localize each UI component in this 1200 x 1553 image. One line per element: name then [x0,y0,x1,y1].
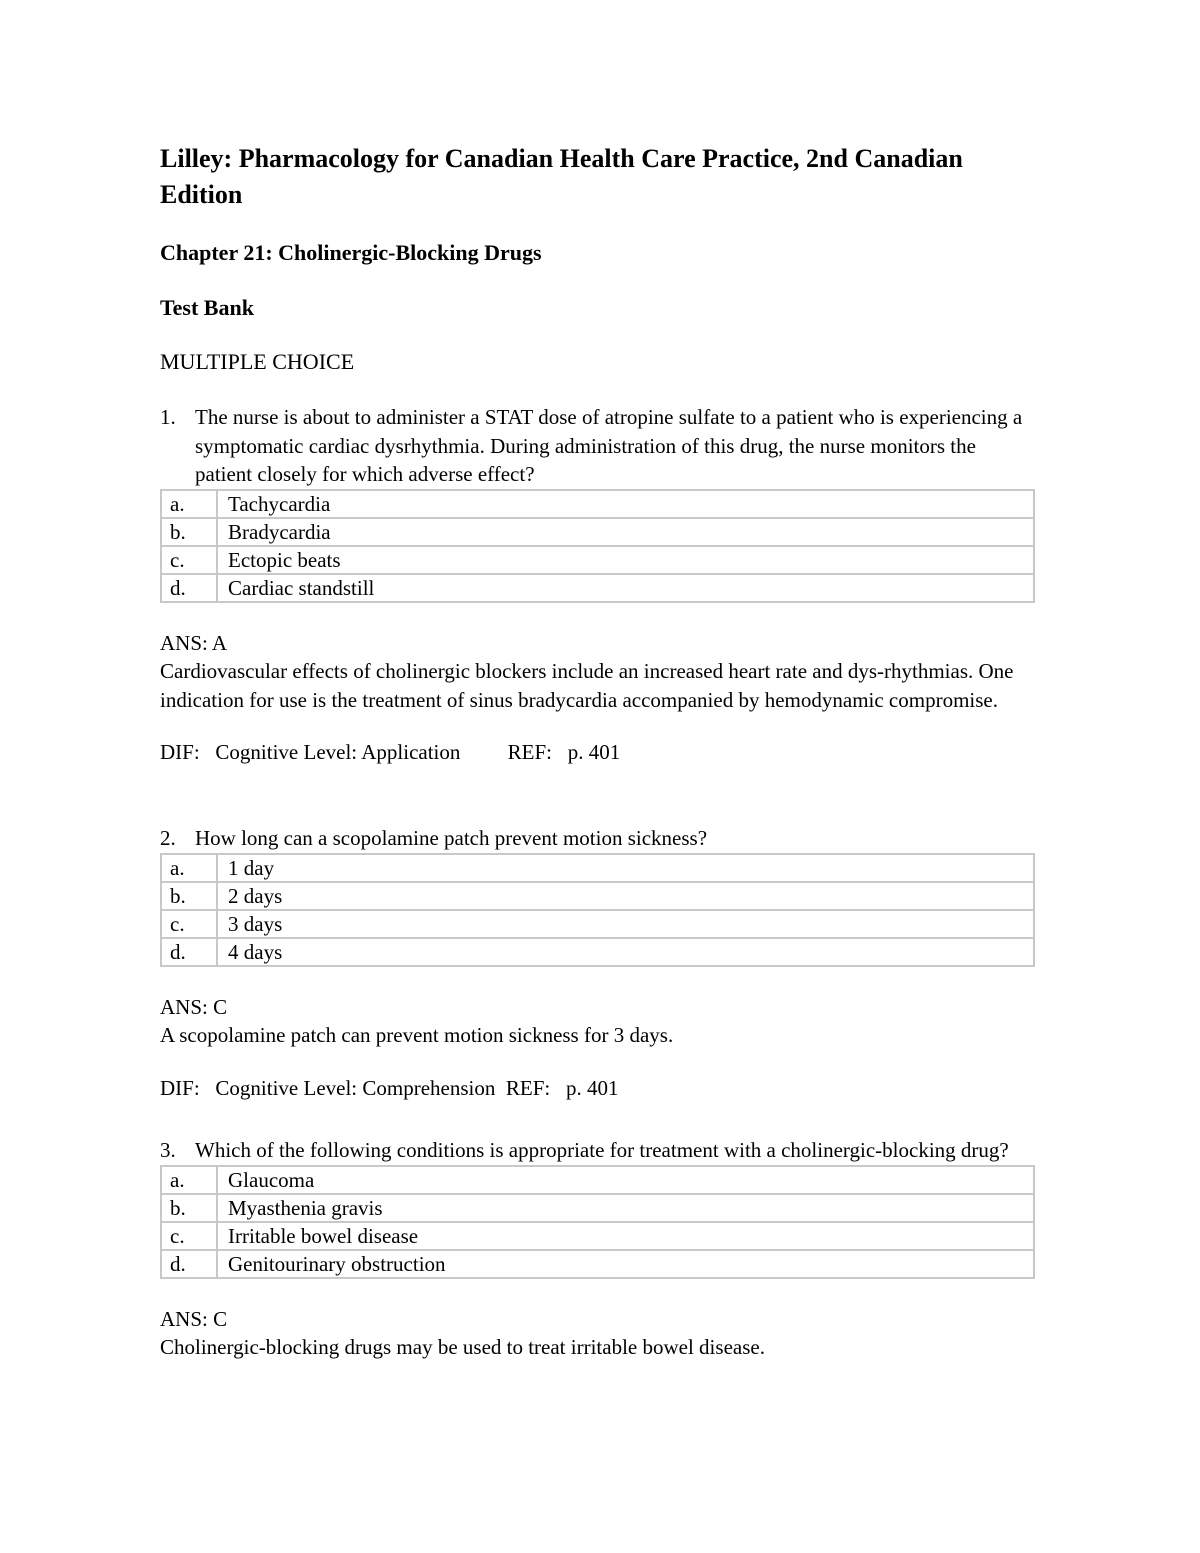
option-letter: d. [161,938,217,966]
option-row [161,546,1034,574]
answer-line: ANS: C [160,1306,228,1331]
option-text: Genitourinary obstruction [217,1250,1034,1278]
option-letter: b. [161,882,217,910]
option-text: Glaucoma [217,1166,1034,1194]
option-letter: c. [161,910,217,938]
question-1 [160,403,1035,767]
question-stem [160,824,1035,853]
difficulty-reference: DIF: Cognitive Level: Application REF: p. 401 [160,740,621,764]
answer-line: ANS: C [160,994,228,1019]
question-stem [160,403,1035,489]
option-row [161,518,1034,546]
question-2 [160,824,1035,1102]
options-table [160,489,1035,603]
option-text: 2 days [217,882,1034,910]
option-text: Bradycardia [217,518,1034,546]
section-heading: MULTIPLE CHOICE [160,349,355,374]
options-table [160,853,1035,967]
option-row [161,938,1034,966]
chapter-heading: Chapter 21: Cholinergic-Blocking Drugs [160,240,542,265]
option-letter: a. [161,490,217,518]
options-table [160,1165,1035,1279]
option-letter: a. [161,854,217,882]
question-3 [160,1136,1035,1362]
rationale-text: Cholinergic-blocking drugs may be used to treat irritable bowel disease. [160,1335,765,1359]
question-text: Which of the following conditions is appropriate for treatment with a cholinergic-blocking drug? [195,1138,1009,1162]
option-text: 3 days [217,910,1034,938]
option-row [161,1194,1034,1222]
question-text: How long can a scopolamine patch prevent motion sickness? [195,826,708,850]
option-row [161,574,1034,602]
test-bank-heading: Test Bank [160,295,254,320]
question-number: 1. [160,405,176,429]
option-text: Ectopic beats [217,546,1034,574]
answer-line: ANS: A [160,630,228,655]
option-text: Cardiac standstill [217,574,1034,602]
option-text: Tachycardia [217,490,1034,518]
option-letter: d. [161,1250,217,1278]
option-letter: b. [161,1194,217,1222]
option-letter: a. [161,1166,217,1194]
rationale-text: A scopolamine patch can prevent motion sickness for 3 days. [160,1023,674,1047]
option-row [161,854,1034,882]
option-row [161,490,1034,518]
rationale-text: Cardiovascular effects of cholinergic blockers include an increased heart rate and dys-rhythmias. One indication for use is the treatment of sinus bradycardia accompanied by hemodynamic compromise. [160,659,1014,712]
option-text: 4 days [217,938,1034,966]
question-text: The nurse is about to administer a STAT dose of atropine sulfate to a patient who is experiencing a symptomatic cardiac dysrhythmia. During administration of this drug, the nurse monitors the patient closely for which adverse effect? [195,405,1023,486]
option-letter: b. [161,518,217,546]
option-letter: c. [161,546,217,574]
option-letter: c. [161,1222,217,1250]
option-letter: d. [161,574,217,602]
option-text: Myasthenia gravis [217,1194,1034,1222]
document-title: Lilley: Pharmacology for Canadian Health Care Practice, 2nd Canadian Edition [160,144,963,209]
option-row [161,1222,1034,1250]
option-row [161,1166,1034,1194]
option-row [161,882,1034,910]
difficulty-reference: DIF: Cognitive Level: Comprehension REF: p. 401 [160,1075,619,1100]
question-stem [160,1136,1035,1165]
question-number: 3. [160,1138,176,1162]
option-text: 1 day [217,854,1034,882]
option-row [161,910,1034,938]
option-text: Irritable bowel disease [217,1222,1034,1250]
option-row [161,1250,1034,1278]
question-number: 2. [160,826,176,850]
